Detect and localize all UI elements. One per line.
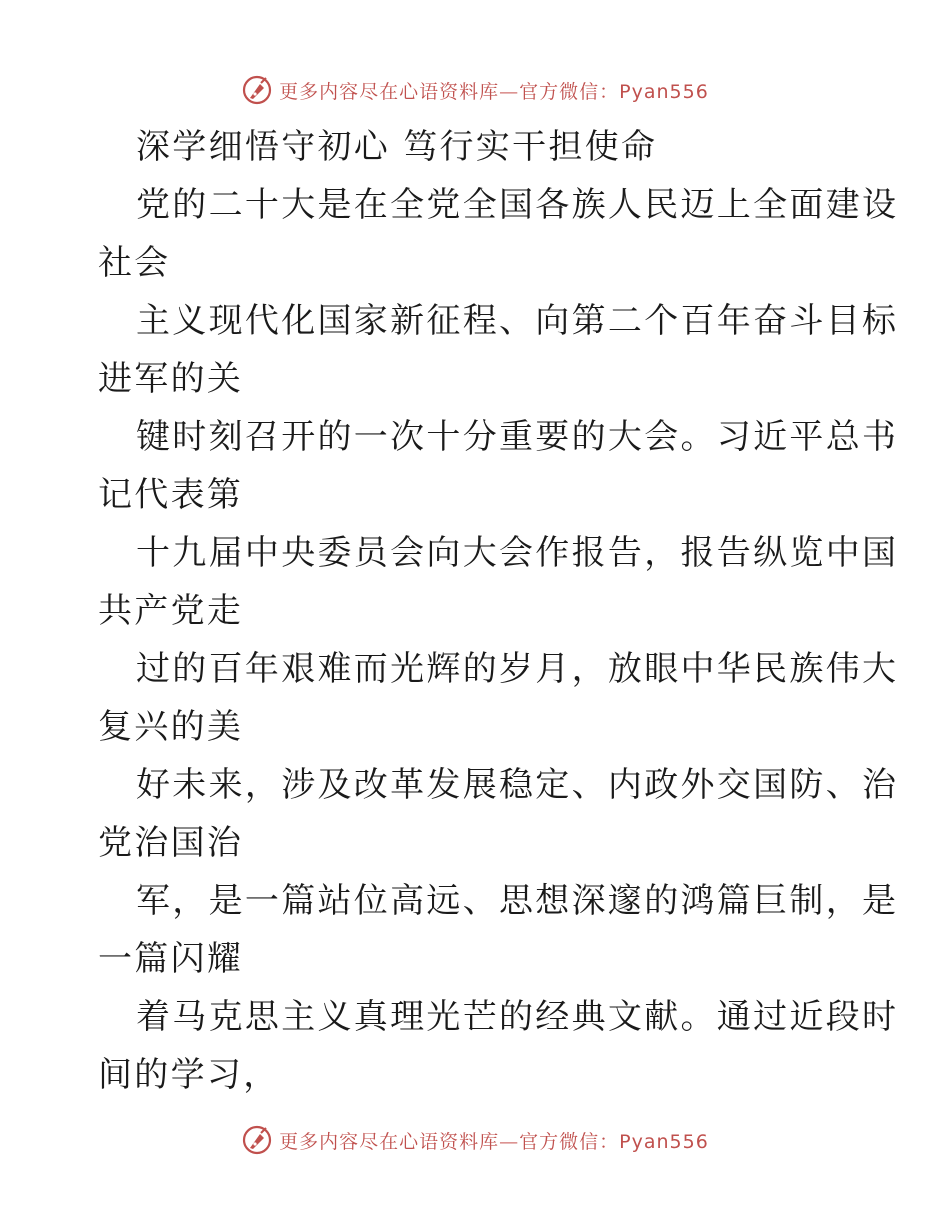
paragraph-line: 键时刻召开的一次十分重要的大会。习近平总书 bbox=[136, 417, 899, 457]
paragraph-line: 党治国治 bbox=[98, 823, 244, 863]
paragraph-line: 社会 bbox=[98, 243, 171, 283]
paragraph-line: 记代表第 bbox=[98, 475, 244, 515]
banner-wechat: 官方微信：Pyan556 bbox=[519, 1130, 709, 1153]
footer-banner bbox=[0, 1120, 950, 1160]
banner-dash: — bbox=[499, 1130, 520, 1153]
paragraph-line: 着马克思主义真理光芒的经典文献。通过近段时 bbox=[136, 997, 899, 1037]
banner-site-name: 更多内容尽在心语资料库 bbox=[279, 80, 500, 103]
paragraph-line: 好未来，涉及改革发展稳定、内政外交国防、治 bbox=[136, 765, 899, 805]
paragraph-line: 复兴的美 bbox=[98, 707, 244, 747]
pen-nib-logo-icon bbox=[241, 1124, 273, 1156]
paragraph-line: 十九届中央委员会向大会作报告，报告纵览中国 bbox=[136, 533, 899, 573]
banner-text bbox=[279, 77, 709, 104]
banner-wechat: 官方微信：Pyan556 bbox=[519, 80, 709, 103]
banner-site-name: 更多内容尽在心语资料库 bbox=[279, 1130, 500, 1153]
header-banner bbox=[0, 70, 950, 110]
paragraph-line: 间的学习， bbox=[98, 1055, 280, 1095]
paragraph-line: 军，是一篇站位高远、思想深邃的鸿篇巨制，是 bbox=[136, 881, 899, 921]
paragraph-line: 党的二十大是在全党全国各族人民迈上全面建设 bbox=[136, 185, 899, 225]
banner-dash: — bbox=[499, 80, 520, 103]
paragraph-line: 一篇闪耀 bbox=[98, 939, 244, 979]
document-title: 深学细悟守初心 笃行实干担使命 bbox=[136, 127, 658, 167]
paragraph-line: 主义现代化国家新征程、向第二个百年奋斗目标 bbox=[136, 301, 899, 341]
paragraph-line: 进军的关 bbox=[98, 359, 244, 399]
banner-text bbox=[279, 1127, 709, 1154]
paragraph-line: 过的百年艰难而光辉的岁月，放眼中华民族伟大 bbox=[136, 649, 899, 689]
paragraph-line: 共产党走 bbox=[98, 591, 244, 631]
pen-nib-logo-icon bbox=[241, 74, 273, 106]
document-body bbox=[98, 118, 899, 1104]
